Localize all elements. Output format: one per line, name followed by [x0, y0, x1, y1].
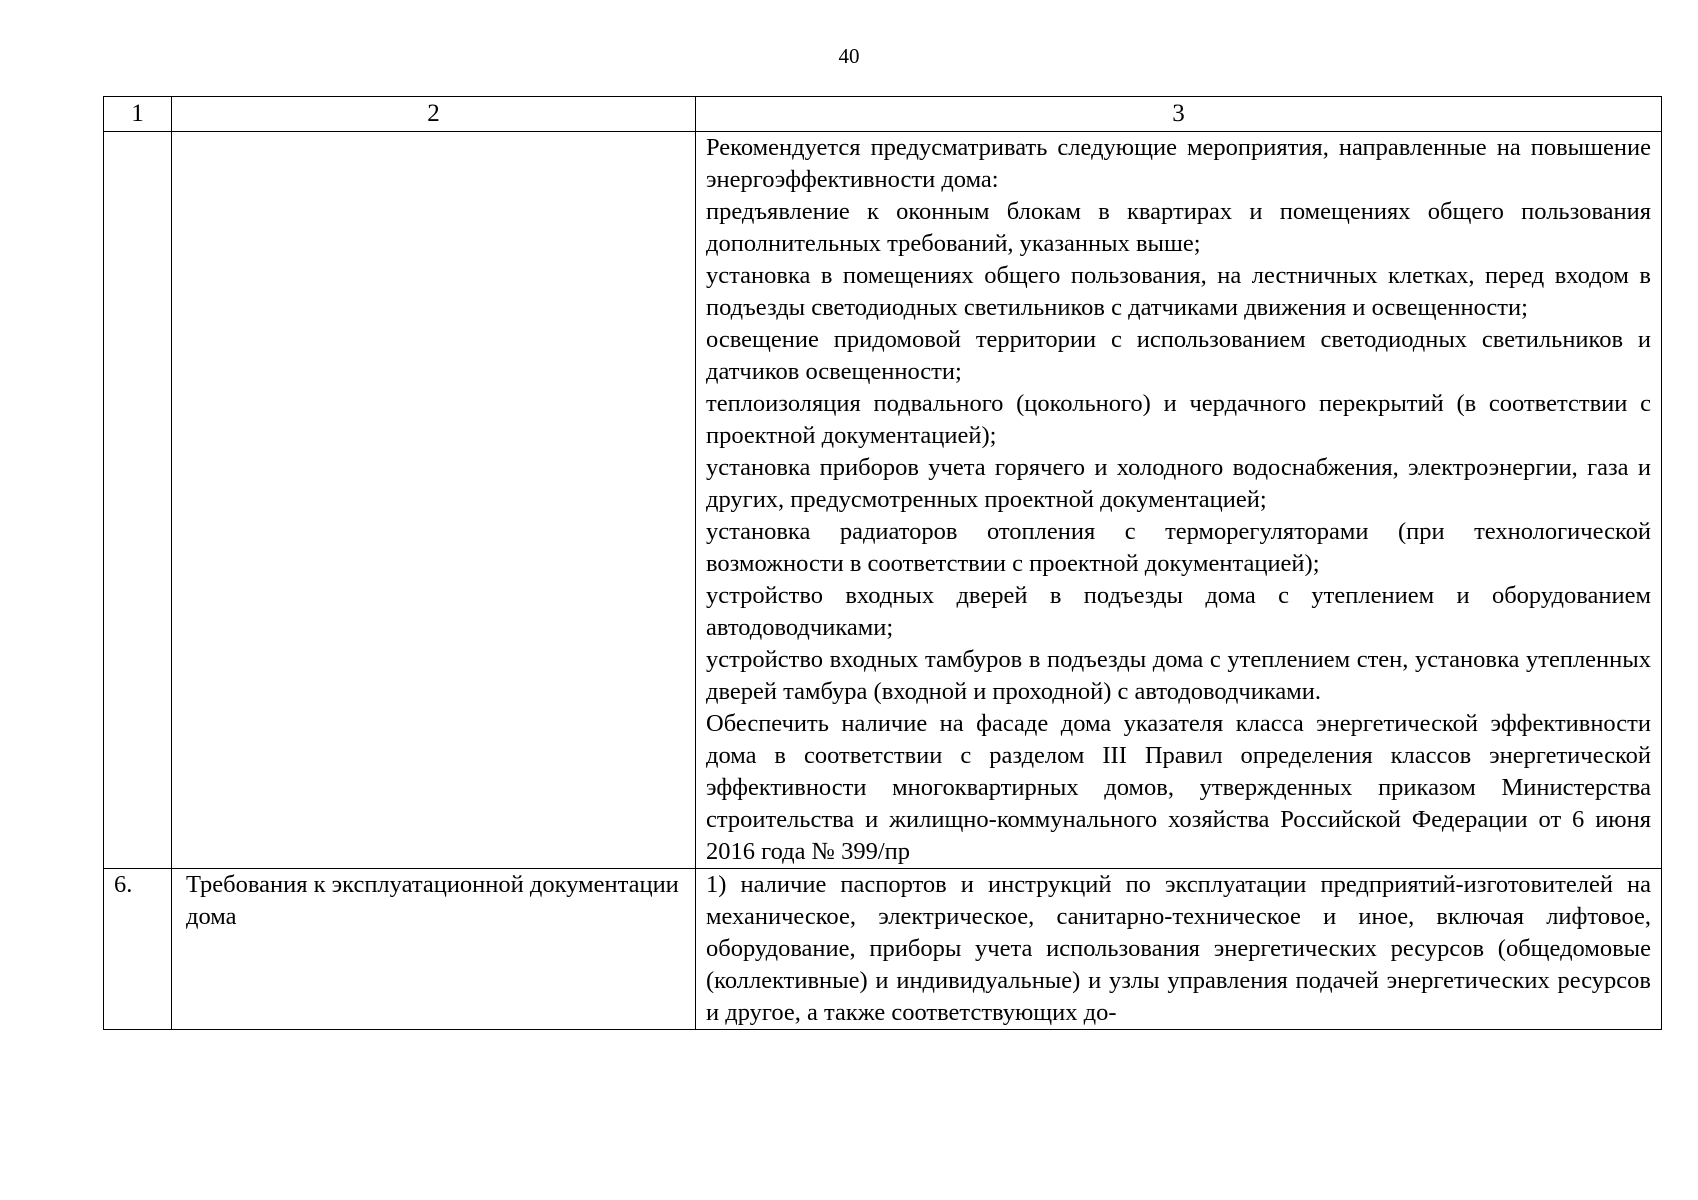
column-header-2: 2 [172, 97, 696, 132]
row-text-cell [696, 869, 1662, 1030]
row-number-cell [104, 132, 172, 869]
paragraph: устройство входных тамбуров в подъезды дома с утеплением стен, установка утепленных дверей тамбура (входной и проходной) с автодоводчиками. [706, 646, 1651, 705]
table-row-6 [104, 869, 1662, 1030]
page-number: 40 [838, 44, 860, 68]
table-header-row [104, 97, 1662, 132]
paragraph: установка радиаторов отопления с терморегуляторами (при технологической возможности в соответствии с проектной документацией); [706, 518, 1651, 577]
column-header-3: 3 [696, 97, 1662, 132]
paragraph: Рекомендуется предусматривать следующие мероприятия, направленные на повышение энергоэффективности дома: [706, 134, 1651, 193]
paragraph: освещение придомовой территории с использованием светодиодных светильников и датчиков освещенности; [706, 326, 1651, 385]
row-text-clip [706, 869, 1651, 1029]
requirements-table [103, 96, 1662, 1030]
paragraph: установка приборов учета горячего и холодного водоснабжения, электроэнергии, газа и других, предусмотренных проектной документацией; [706, 454, 1651, 513]
paragraph: установка в помещениях общего пользования, на лестничных клетках, перед входом в подъезды светодиодных светильников с датчиками движения и освещенности; [706, 262, 1651, 321]
paragraph: 1) наличие паспортов и инструкций по эксплуатации предприятий-изготовителей на механическое, электрическое, санитарно-техническое и иное, включая лифтовое, оборудование, приборы учета использования энергетических ресурсов (общедомовые (коллективные) и индивидуальные) и узлы управления подачей энергетических ресурсов и другое, а также соответствующих до- [706, 871, 1651, 1026]
paragraph: устройство входных дверей в подъезды дома с утеплением и оборудованием автодоводчиками; [706, 582, 1651, 641]
row-number-cell: 6. [104, 869, 172, 1030]
row-text-cell [696, 132, 1662, 869]
table-row-continued [104, 132, 1662, 869]
row-name-cell [172, 132, 696, 869]
paragraph: предъявление к оконным блокам в квартирах и помещениях общего пользования дополнительных требований, указанных выше; [706, 198, 1651, 257]
row-name-cell: Требования к эксплуатационной документации дома [172, 869, 696, 1030]
column-header-1: 1 [104, 97, 172, 132]
paragraph: теплоизоляция подвального (цокольного) и чердачного перекрытий (в соответствии с проектной документацией); [706, 390, 1651, 449]
paragraph: Обеспечить наличие на фасаде дома указателя класса энергетической эффективности дома в соответствии с разделом III Правил определения классов энергетической эффективности многоквартирных домов, утвержденных приказом Министерства строительства и жилищно-коммунального хозяйства Российской Федерации от 6 июня 2016 года № 399/пр [706, 710, 1651, 865]
